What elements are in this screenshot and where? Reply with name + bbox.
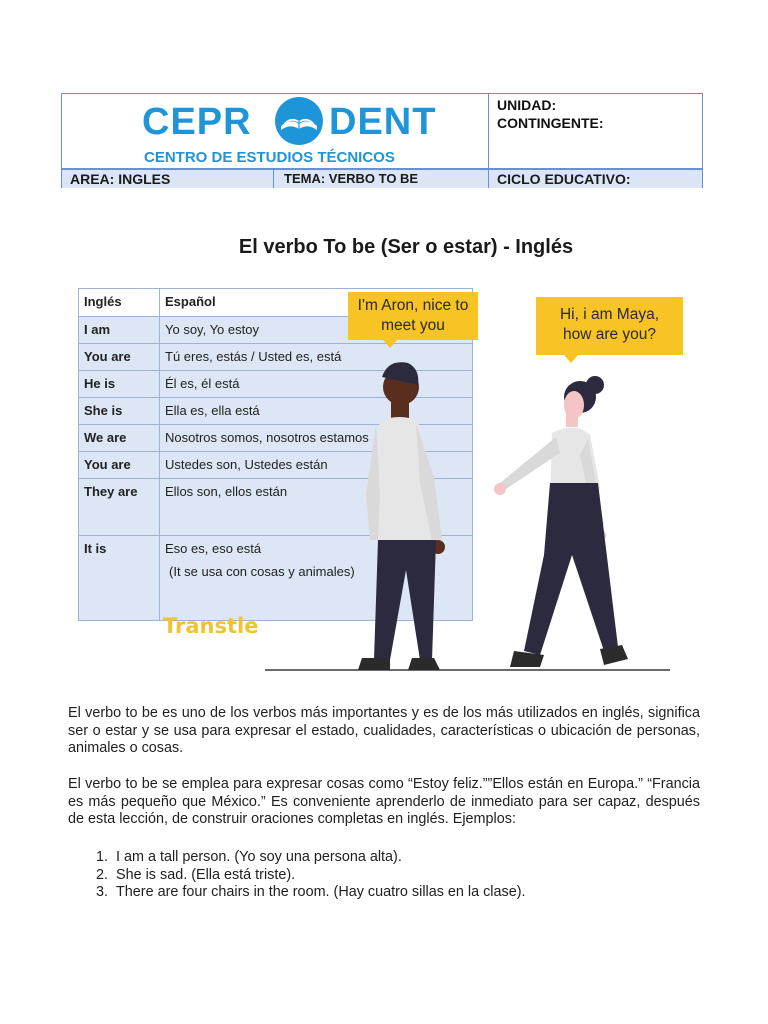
paragraph-usage: El verbo to be se emplea para expresar cosas como “Estoy feliz.””Ellos están en Europa.” “Francia es más pequeño que México.” Es conveniente aprenderlo de inmediato para ser capaz, después de esta lección, de construir oraciones completas en inglés. Ejemplos: [68,776,700,827]
book-emblem-icon [273,96,325,146]
english-cell: You are [79,452,160,479]
spanish-cell: Ustedes son, Ustedes están [160,452,473,479]
logo-text-left: CEPR [142,101,252,143]
usage-note: (It se usa con cosas y animales) [169,564,355,579]
spanish-cell: Yo soy, Yo estoy [160,317,473,344]
english-cell: I am [79,317,160,344]
logo-subtitle: CENTRO DE ESTUDIOS TÉCNICOS [144,149,395,166]
ciclo-field: CICLO EDUCATIVO: [497,171,631,187]
area-field: AREA: INGLES [62,170,274,188]
speech-bubble-maya [536,297,683,355]
contingente-label: CONTINGENTE: [497,115,604,131]
bubble-line: I'm Aron, nice to [357,297,469,314]
spanish-cell: Tú eres, estás / Usted es, está [160,344,473,371]
speech-bubble-aron [348,292,478,340]
spanish-cell: Ella es, ella está [160,398,473,425]
list-item: 3. There are four chairs in the room. (Hay cuatro sillas en la clase). [112,884,526,902]
bubble-line: Hi, i am Maya, [559,306,660,323]
people-illustration [260,355,680,675]
english-cell: We are [79,425,160,452]
list-item: 2. She is sad. (Ella está triste). [112,867,526,885]
document-header [61,93,703,188]
list-item: 1. I am a tall person. (Yo soy una persona alta). [112,849,526,867]
english-cell: He is [79,371,160,398]
logo-cell [62,94,489,168]
tema-field: TEMA: VERBO TO BE [274,170,489,188]
examples-list [88,849,526,902]
spanish-cell: Él es, él está [160,371,473,398]
english-cell: She is [79,398,160,425]
unidad-label: UNIDAD: [497,97,557,113]
column-header-english: Inglés [79,289,160,317]
english-cell: They are [79,479,160,536]
page-title: El verbo To be (Ser o estar) - Inglés [238,236,574,258]
english-cell: You are [79,344,160,371]
paragraph-intro: El verbo to be es uno de los verbos más importantes y es de los más utilizados en inglés, significa ser o estar y se usa para expresar el estado, cualidades, características o ubicación de personas, animales o cosas. [68,705,700,756]
watermark-logo: Transtle [163,614,259,638]
header-info-row [62,168,702,188]
bubble-line: how are you? [562,326,657,343]
unit-cell [489,94,702,168]
logo-text-right: DENT [329,101,437,143]
spanish-cell: Nosotros somos, nosotros estamos [160,425,473,452]
person-maya [494,376,628,667]
bubble-tail [383,340,397,348]
column-header-spanish: Español [160,289,473,317]
english-cell: It is [79,536,160,621]
spanish-cell: Ellos son, ellos están [160,479,473,536]
bubble-tail [564,355,578,363]
spanish-text: Eso es, eso está [165,541,262,556]
bubble-line: meet you [381,317,445,334]
person-aron [358,362,445,670]
